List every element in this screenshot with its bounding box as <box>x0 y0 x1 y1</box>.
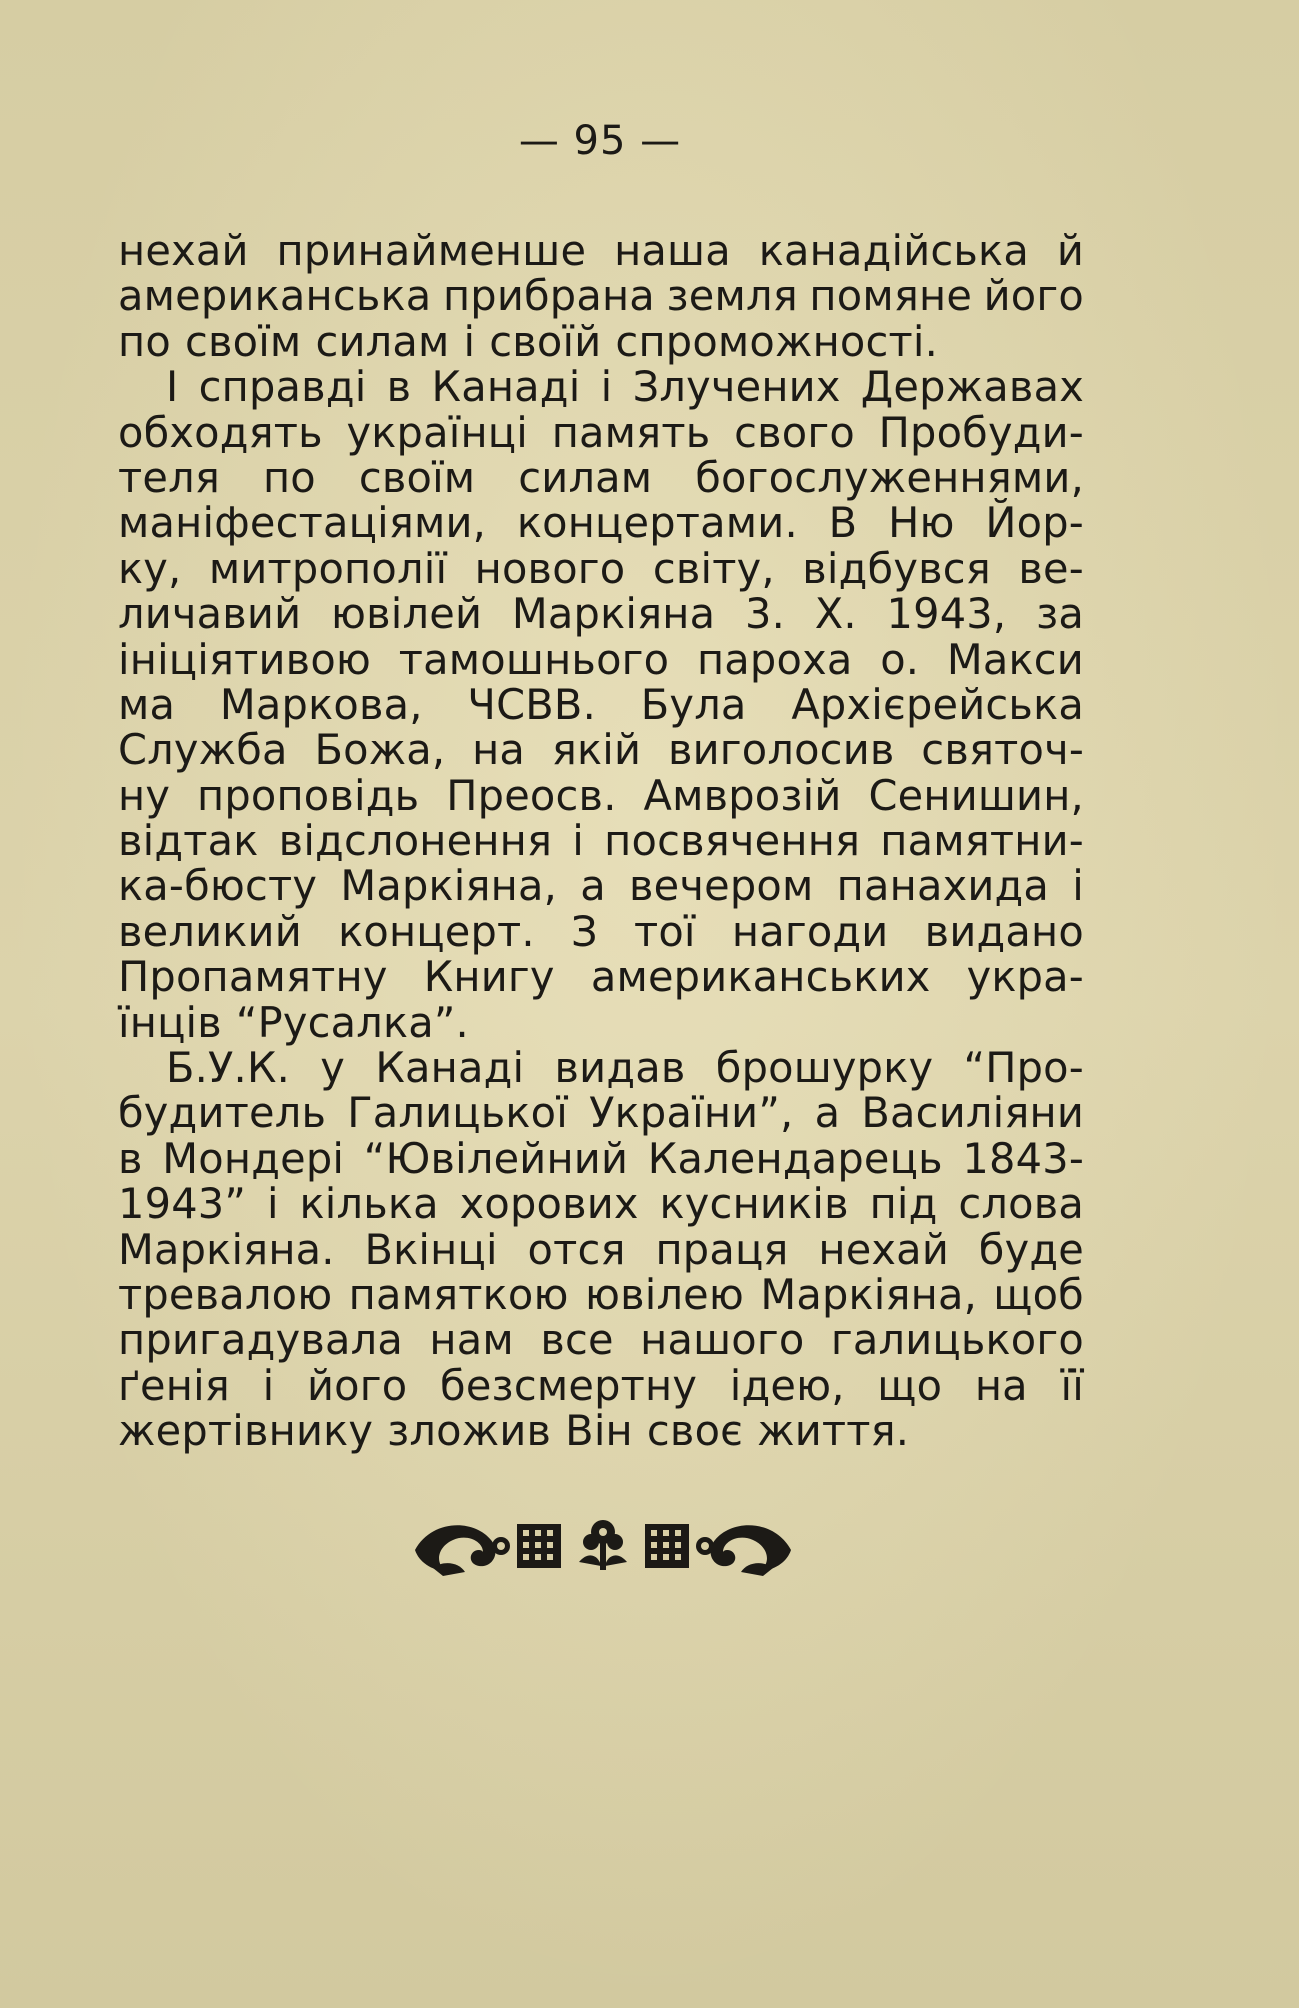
text-line: Б.У.К. у Канаді видав брошурку “Про- <box>166 1043 1084 1093</box>
text-line: ку, митрополії нового світу, відбувся ве- <box>118 543 1084 593</box>
text-line: ґенія і його безсмертну ідею, що на її <box>118 1360 1084 1410</box>
text-line: ну проповідь Преосв. Амврозій Сенишин, <box>118 770 1084 820</box>
text-line: ка-бюсту Маркіяна, а вечером панахида і <box>118 861 1084 911</box>
text-line: пригадувала нам все нашого галицького <box>118 1315 1084 1365</box>
text-line: личавий ювілей Маркіяна 3. X. 1943, за <box>118 589 1084 639</box>
text-line: 1943” і кілька хорових кусників під слова <box>118 1179 1084 1229</box>
text-line: нехай принайменше наша канадійська й <box>118 226 1084 275</box>
text-line: американська прибрана земля помяне його <box>118 271 1084 321</box>
text-line: великий концерт. З тої нагоди видано <box>118 906 1084 956</box>
text-line: тревалою памяткою ювілею Маркіяна, щоб <box>118 1269 1084 1319</box>
text-line: ма Маркова, ЧСВВ. Була Архієрейська <box>118 679 1084 729</box>
page-number: — 95 — <box>518 118 682 164</box>
text-line: обходять українці память свого Пробуди- <box>118 407 1084 457</box>
text-line: Маркіяна. Вкінці отся праця нехай буде <box>118 1224 1084 1274</box>
text-line: їнців “Русалка”. <box>118 997 469 1047</box>
text-line: відтак відслонення і посвячення памятни- <box>118 816 1084 866</box>
text-line: І справді в Канаді і Злучених Державах <box>166 362 1084 412</box>
text-line: ініціятивою тамошнього пароха о. Макси <box>118 634 1084 684</box>
text-line: в Мондері “Ювілейний Календарець 1843- <box>118 1133 1084 1183</box>
body-text <box>118 228 1084 1454</box>
text-line: будитель Галицької України”, а Василіяни <box>118 1088 1084 1138</box>
text-line: жертівнику зложив Він своє життя. <box>118 1406 910 1456</box>
floral-ornament-icon <box>413 1510 793 1580</box>
text-line: по своїм силам і своїй спроможності. <box>118 316 939 366</box>
text-line: маніфестаціями, концертами. В Ню Йор- <box>118 498 1084 548</box>
text-line: Служба Божа, на якій виголосив святоч- <box>118 725 1084 775</box>
text-line: теля по своїм силам богослуженнями, <box>118 452 1084 502</box>
text-line: Пропамятну Книгу американських укра- <box>118 952 1084 1002</box>
